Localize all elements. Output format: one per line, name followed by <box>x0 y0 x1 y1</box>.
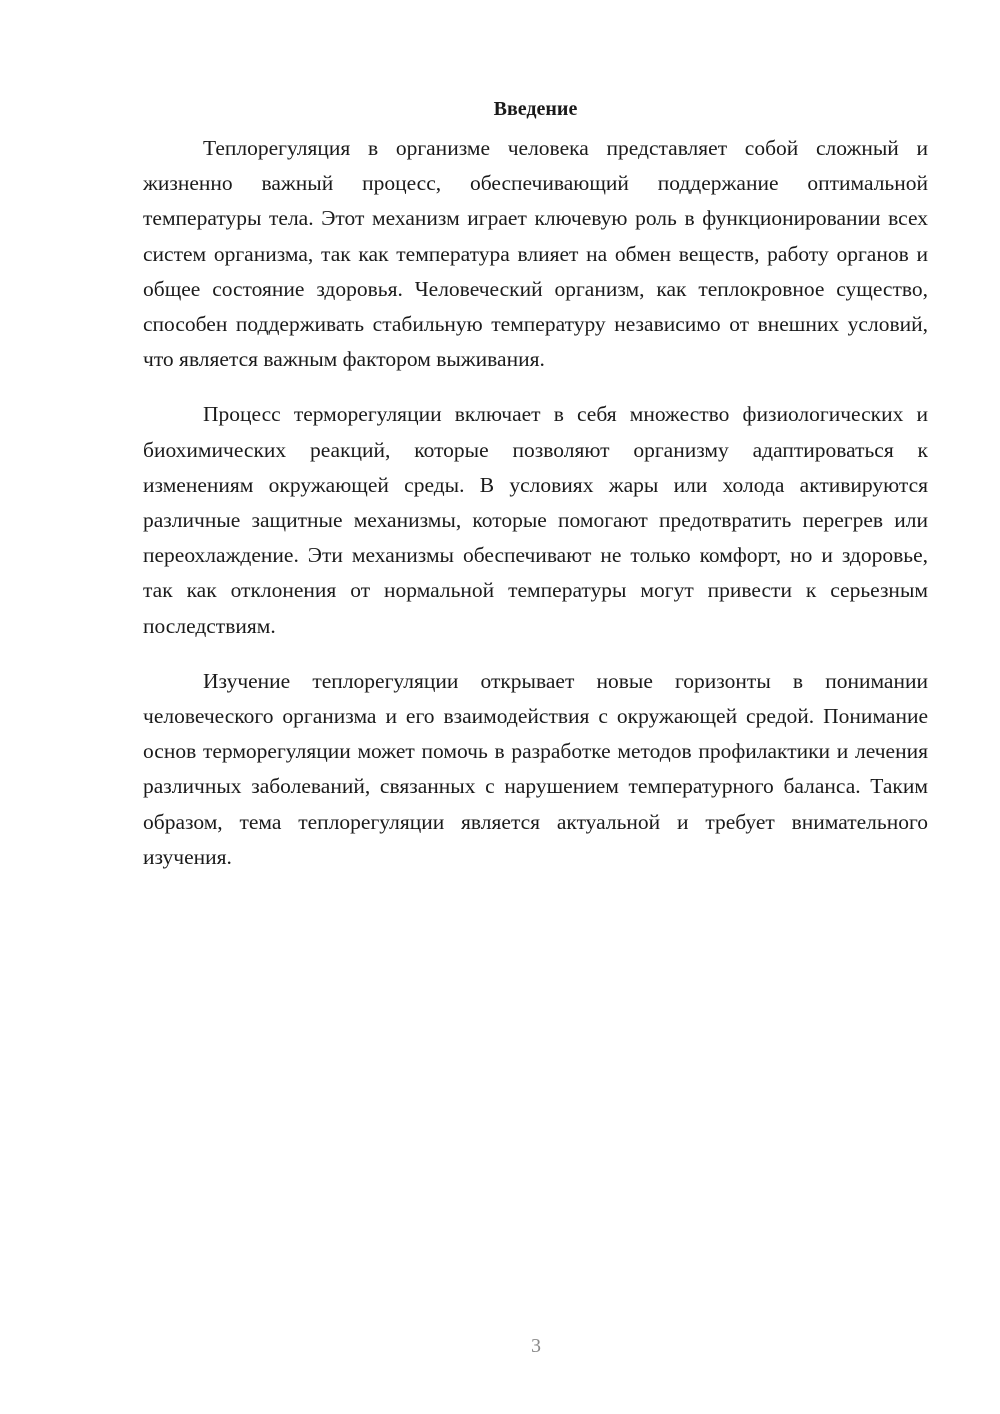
page-content <box>143 92 928 875</box>
section-title: Введение <box>493 98 578 120</box>
paragraph-2: Процесс терморегуляции включает в себя множество физиологических и биохимических реакций, которые позволяют организму адаптироваться к изменениям окружающей среды. В условиях жары или холода активируются различные защитные механизмы, которые помогают предотвратить перегрев или переохлаждение. Эти механизмы обеспечивают не только комфорт, но и здоровье, так как отклонения от нормальной температуры могут привести к серьезным последствиям. <box>143 402 928 638</box>
paragraph-3: Изучение теплорегуляции открывает новые горизонты в понимании человеческого организма и его взаимодействия с окружающей средой. Понимание основ терморегуляции может помочь в разработке методов профилактики и лечения различных заболеваний, связанных с нарушением температурного баланса. Таким образом, тема теплорегуляции является актуальной и требует внимательного изучения. <box>143 668 928 869</box>
page-number: 3 <box>531 1335 541 1357</box>
paragraph-1: Теплорегуляция в организме человека представляет собой сложный и жизненно важный процесс, обеспечивающий поддержание оптимальной температуры тела. Этот механизм играет ключевую роль в функционировании всех систем организма, так как температура влияет на обмен веществ, работу органов и общее состояние здоровья. Человеческий организм, как теплокровное существо, способен поддерживать стабильную температуру независимо от внешних условий, что является важным фактором выживания. <box>143 136 928 372</box>
